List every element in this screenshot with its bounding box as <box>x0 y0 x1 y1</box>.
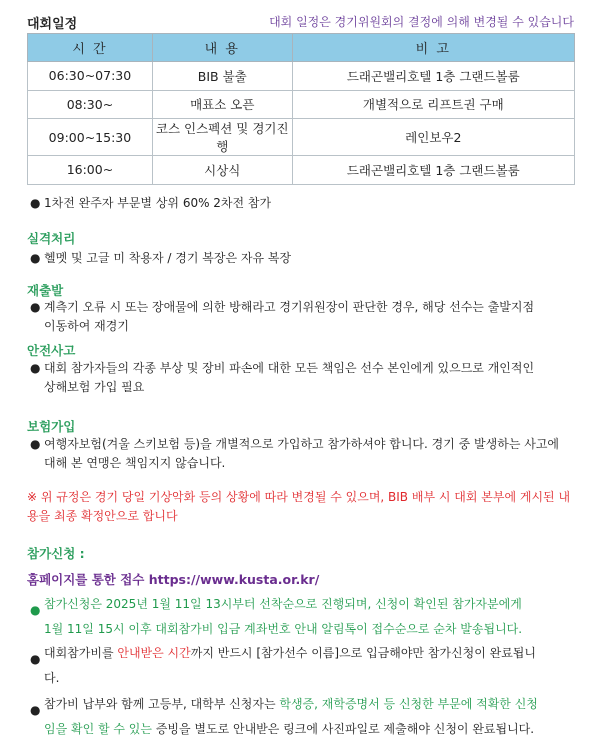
apply-item3-text-a: 참가비 납부와 함께 고등부, 대학부 신청자는 <box>44 697 280 711</box>
table-cell: 레인보우2 <box>292 119 574 156</box>
table-cell: 드래곤밸리호텔 1층 그랜드볼룸 <box>292 62 574 91</box>
safety-line2: 상해보험 가입 필요 <box>44 380 145 394</box>
table-cell: 16:00~ <box>28 156 153 185</box>
table-cell: 06:30~07:30 <box>28 62 153 91</box>
rerun-line2: 이동하여 재경기 <box>44 319 129 333</box>
apply-site-link[interactable]: 홈페이지를 통한 접수 https://www.kusta.or.kr/ <box>27 572 320 587</box>
apply-item1-line2: 1월 11일 15시 이후 대회참가비 입금 계좌번호 안내 알림톡이 접수순으로 순차 발송됩니다. <box>44 622 523 636</box>
schedule-table <box>27 33 575 185</box>
apply-item2-highlight: 안내받은 시간 <box>117 646 191 660</box>
table-row <box>28 119 575 156</box>
table-cell: 코스 인스펙션 및 경기진행 <box>152 119 292 156</box>
table-row <box>28 62 575 91</box>
bullet-icon: ● <box>30 703 41 717</box>
bullet-icon: ● <box>30 251 41 265</box>
disqualify-heading: 실격처리 <box>27 231 76 246</box>
disqualify-item <box>30 249 580 268</box>
bullet-icon: ● <box>30 300 41 314</box>
apply-item3-highlight-1: 학생증, 재학증명서 등 신청한 부문에 적확한 신청 <box>279 697 538 711</box>
apply-item2-line1 <box>44 641 536 666</box>
apply-heading: 참가신청 : <box>27 546 85 561</box>
column-header-remarks: 비 고 <box>292 34 574 62</box>
table-cell: 드래곤밸리호텔 1층 그랜드볼룸 <box>292 156 574 185</box>
warning-line1: ※ 위 규정은 경기 당일 기상악화 등의 상황에 따라 변경될 수 있으며, BIB 배부 시 대회 본부에 게시된 내 <box>27 490 571 504</box>
safety-heading: 안전사고 <box>27 343 76 358</box>
apply-item-2 <box>30 641 595 691</box>
apply-item-1 <box>30 592 595 642</box>
disqualify-text: 헬멧 및 고글 미 착용자 / 경기 복장은 자유 복장 <box>44 251 292 265</box>
table-cell: 매표소 오픈 <box>152 90 292 119</box>
table-cell: 09:00~15:30 <box>28 119 153 156</box>
apply-item3-line1 <box>44 692 538 717</box>
apply-item3-text-d: 증빙을 별도로 안내받은 링크에 사진파일로 제출해야 신청이 완료됩니다. <box>152 722 535 736</box>
rule-change-warning <box>27 488 577 526</box>
warning-line2: 용을 최종 확정안으로 합니다 <box>27 509 178 523</box>
table-cell: 시상식 <box>152 156 292 185</box>
safety-line1: 대회 참가자들의 각종 부상 및 장비 파손에 대한 모든 책임은 선수 본인에게 있으므로 개인적인 <box>44 361 535 375</box>
rerun-heading: 재출발 <box>27 283 64 298</box>
bullet-icon: ● <box>30 603 41 617</box>
bullet-icon: ● <box>30 437 41 451</box>
table-row <box>28 156 575 185</box>
apply-item1-line1: 참가신청은 2025년 1월 11일 13시부터 선착순으로 진행되며, 신청이 확인된 참가자분에게 <box>44 597 522 611</box>
bullet-icon: ● <box>30 196 41 210</box>
bullet-icon: ● <box>30 652 41 666</box>
qualify-text: 1차전 완주자 부문별 상위 60% 2차전 참가 <box>44 196 272 210</box>
bullet-icon: ● <box>30 361 41 375</box>
apply-item2-line2: 다. <box>44 671 60 685</box>
safety-item <box>30 359 590 397</box>
column-header-time: 시 간 <box>28 34 153 62</box>
insurance-line1: 여행자보험(겨울 스키보험 등)을 개별적으로 가입하고 참가하셔야 합니다. 경기 중 발생하는 사고에 <box>44 437 560 451</box>
apply-item2-text-c: 까지 반드시 [참가선수 이름]으로 입금해야만 참가신청이 완료됩니 <box>190 646 536 660</box>
table-header-row <box>28 34 575 62</box>
rerun-line1: 계측기 오류 시 또는 장애물에 의한 방해라고 경기위원장이 판단한 경우, 해당 선수는 출발지점 <box>44 300 535 314</box>
table-cell: 08:30~ <box>28 90 153 119</box>
apply-item3-line2 <box>44 717 534 742</box>
qualify-item <box>30 194 580 213</box>
apply-item-3 <box>30 692 595 742</box>
schedule-title: 대회일정 <box>27 17 78 32</box>
schedule-note: 대회 일정은 경기위원회의 결정에 의해 변경될 수 있습니다 <box>269 15 574 29</box>
apply-item2-text-a: 대회참가비를 <box>44 646 118 660</box>
insurance-heading: 보험가입 <box>27 419 76 434</box>
column-header-content: 내 용 <box>152 34 292 62</box>
table-cell: 개별적으로 리프트권 구매 <box>292 90 574 119</box>
insurance-line2: 대해 본 연맹은 책임지지 않습니다. <box>44 456 226 470</box>
apply-item3-highlight-2: 임을 확인 할 수 있는 <box>44 722 152 736</box>
table-row <box>28 90 575 119</box>
table-cell: BIB 불출 <box>152 62 292 91</box>
insurance-item <box>30 435 590 473</box>
rerun-item <box>30 298 590 336</box>
